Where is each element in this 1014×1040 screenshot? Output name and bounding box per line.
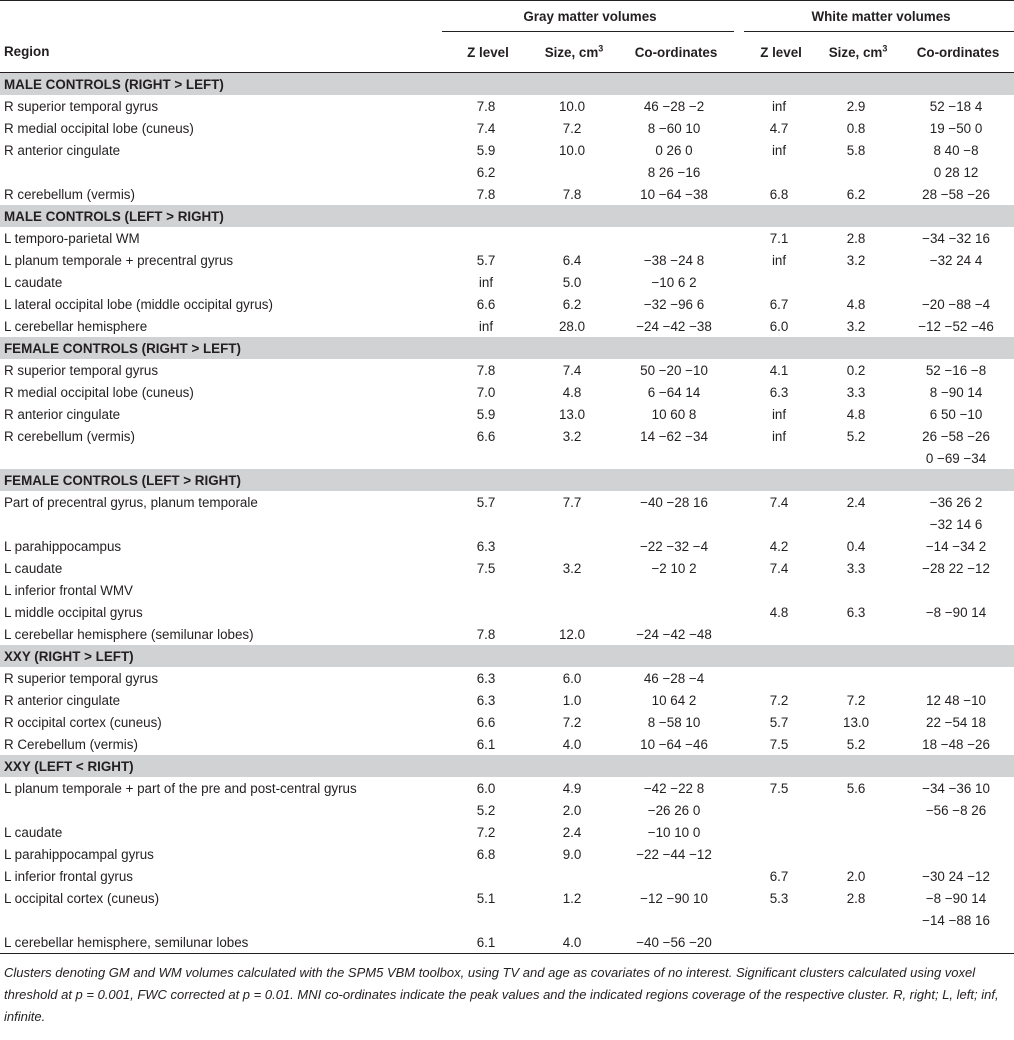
cell-wm-coord: −36 26 2 bbox=[929, 494, 983, 510]
cell-region: L parahippocampus bbox=[4, 538, 122, 554]
cell-gm-z: 5.1 bbox=[476, 890, 496, 906]
cell-wm-coord: −8 −90 14 bbox=[925, 604, 987, 620]
cell-wm-size: 5.2 bbox=[846, 428, 866, 444]
table-row bbox=[0, 887, 1014, 909]
cell-wm-size: 4.8 bbox=[846, 406, 866, 422]
cell-wm-coord: 18 −48 −26 bbox=[922, 736, 990, 752]
cell-gm-size: 9.0 bbox=[562, 846, 582, 862]
cell-wm-size: 13.0 bbox=[843, 714, 870, 730]
cell-region: R cerebellum (vermis) bbox=[4, 186, 135, 202]
cell-wm-z: 6.0 bbox=[769, 318, 789, 334]
cell-wm-coord: 12 48 −10 bbox=[926, 692, 986, 708]
cell-gm-z bbox=[442, 601, 530, 623]
cell-gm-coord: −12 −90 10 bbox=[640, 890, 708, 906]
cell-region: L cerebellar hemisphere, semilunar lobes bbox=[4, 934, 249, 950]
table-row bbox=[0, 667, 1014, 689]
cell-gm-z: 6.3 bbox=[476, 538, 496, 554]
section-header bbox=[0, 205, 1014, 227]
table-row bbox=[0, 227, 1014, 249]
cell-wm-z bbox=[744, 271, 814, 293]
table-row bbox=[0, 293, 1014, 315]
cell-wm-coord: 52 −16 −8 bbox=[925, 362, 987, 378]
table-row bbox=[0, 249, 1014, 271]
cell-gm-z: 5.7 bbox=[476, 252, 496, 268]
cell-region bbox=[0, 909, 442, 931]
cell-gm-coord: −22 −44 −12 bbox=[636, 846, 712, 862]
table-row bbox=[0, 843, 1014, 865]
cell-wm-size: 3.3 bbox=[846, 384, 866, 400]
cell-wm-size: 0.4 bbox=[846, 538, 866, 554]
section-header bbox=[0, 469, 1014, 491]
cell-region: L caudate bbox=[4, 824, 63, 840]
cell-region: L inferior frontal gyrus bbox=[4, 868, 134, 884]
cell-region: L temporo-parietal WM bbox=[4, 230, 140, 246]
table-body bbox=[0, 73, 1014, 954]
cell-wm-coord: −14 −88 16 bbox=[922, 912, 990, 928]
cell-wm-z bbox=[744, 447, 814, 469]
cell-gm-coord: 10 60 8 bbox=[651, 406, 697, 422]
cell-wm-z: 6.8 bbox=[769, 186, 789, 202]
cell-gm-size: 2.4 bbox=[562, 824, 582, 840]
cell-wm-size bbox=[814, 667, 898, 689]
cell-gm-coord: 46 −28 −4 bbox=[643, 670, 705, 686]
cell-wm-z: inf bbox=[771, 98, 787, 114]
cell-wm-z: inf bbox=[771, 142, 787, 158]
cell-wm-size bbox=[814, 161, 898, 183]
cell-gm-size: 10.0 bbox=[558, 98, 586, 114]
cell-wm-z: 7.1 bbox=[769, 230, 789, 246]
cell-gm-size: 4.0 bbox=[562, 736, 582, 752]
table-row bbox=[0, 623, 1014, 645]
cell-gm-z: 5.9 bbox=[476, 406, 496, 422]
table-row bbox=[0, 359, 1014, 381]
table-row bbox=[0, 161, 1014, 183]
cell-wm-z: 7.5 bbox=[769, 736, 789, 752]
cell-gm-size bbox=[530, 227, 614, 249]
cell-gm-coord: −38 −24 8 bbox=[643, 252, 705, 268]
cell-gm-coord bbox=[614, 447, 734, 469]
cell-wm-z: 7.4 bbox=[769, 494, 789, 510]
cell-region: L lateral occipital lobe (middle occipital gyrus) bbox=[4, 296, 273, 312]
cell-wm-size bbox=[814, 821, 898, 843]
cell-gm-z bbox=[442, 579, 530, 601]
cell-gm-size: 28.0 bbox=[558, 318, 586, 334]
cell-wm-z: 6.7 bbox=[769, 296, 789, 312]
cell-gm-z: 6.8 bbox=[476, 846, 496, 862]
section-title: FEMALE CONTROLS (RIGHT > LEFT) bbox=[0, 337, 1014, 359]
cell-gm-coord: −32 −96 6 bbox=[643, 296, 705, 312]
cell-wm-size: 2.9 bbox=[846, 98, 866, 114]
cell-wm-z: inf bbox=[771, 428, 787, 444]
cell-gm-coord: −24 −42 −38 bbox=[636, 318, 712, 334]
cell-wm-size: 5.2 bbox=[846, 736, 866, 752]
table-row bbox=[0, 579, 1014, 601]
cell-region: R anterior cingulate bbox=[4, 406, 121, 422]
cell-gm-z: 7.2 bbox=[476, 824, 496, 840]
cell-region: R superior temporal gyrus bbox=[4, 362, 159, 378]
cell-gm-z: 7.5 bbox=[476, 560, 496, 576]
cell-region: L planum temporale + precentral gyrus bbox=[4, 252, 234, 268]
cell-region: R superior temporal gyrus bbox=[4, 670, 159, 686]
cell-wm-coord bbox=[898, 271, 1014, 293]
cell-gm-size: 7.7 bbox=[562, 494, 582, 510]
cell-gm-size bbox=[530, 447, 614, 469]
cell-gm-size: 4.0 bbox=[562, 934, 582, 950]
cell-gm-z: 7.4 bbox=[476, 120, 496, 136]
cell-wm-coord: −28 22 −12 bbox=[922, 560, 990, 576]
cell-wm-z: 5.7 bbox=[769, 714, 789, 730]
cell-gm-size: 7.4 bbox=[562, 362, 582, 378]
gm-coord-header: Co-ordinates bbox=[634, 44, 718, 60]
cell-wm-z: 7.4 bbox=[769, 560, 789, 576]
section-header bbox=[0, 73, 1014, 96]
table-row bbox=[0, 557, 1014, 579]
cell-gm-size: 12.0 bbox=[558, 626, 586, 642]
gm-z-header: Z level bbox=[467, 44, 509, 60]
wm-group-header: White matter volumes bbox=[744, 1, 1014, 32]
table-footnote: Clusters denoting GM and WM volumes calculated with the SPM5 VBM toolbox, using TV and age as covariates of no interest. Significant clusters calculated using voxel threshold at p = 0.001, FWC corrected at p = 0.01. MNI co-ordinates indicate the peak values and the indicated regions coverage of the respective cluster. R, right; L, left; inf, infinite. bbox=[4, 965, 999, 1024]
cell-gm-size bbox=[530, 161, 614, 183]
section-title: XXY (LEFT < RIGHT) bbox=[0, 755, 1014, 777]
cell-region: R medial occipital lobe (cuneus) bbox=[4, 120, 194, 136]
cell-gm-coord: 8 −60 10 bbox=[647, 120, 701, 136]
cell-wm-coord: 0 28 12 bbox=[933, 164, 979, 180]
cell-wm-coord: 26 −58 −26 bbox=[922, 428, 990, 444]
cell-wm-size: 2.4 bbox=[846, 494, 866, 510]
cell-wm-coord: 22 −54 18 bbox=[926, 714, 986, 730]
cell-wm-size: 0.8 bbox=[846, 120, 866, 136]
cell-gm-coord: 50 −20 −10 bbox=[640, 362, 708, 378]
cell-gm-z bbox=[442, 227, 530, 249]
cell-wm-z bbox=[744, 821, 814, 843]
cell-gm-coord: −42 −22 8 bbox=[643, 780, 705, 796]
table-row bbox=[0, 535, 1014, 557]
cell-gm-coord bbox=[614, 513, 734, 535]
cell-wm-coord: 19 −50 0 bbox=[929, 120, 983, 136]
cell-gm-size: 7.2 bbox=[562, 714, 582, 730]
cell-wm-size bbox=[814, 623, 898, 645]
cell-region: R anterior cingulate bbox=[4, 692, 121, 708]
cell-gm-size bbox=[530, 513, 614, 535]
cell-gm-coord: 10 64 2 bbox=[651, 692, 697, 708]
cell-gm-size: 7.2 bbox=[562, 120, 582, 136]
cell-gm-size: 13.0 bbox=[558, 406, 586, 422]
table-row bbox=[0, 601, 1014, 623]
cell-wm-coord: 0 −69 −34 bbox=[925, 450, 987, 466]
cell-region: L caudate bbox=[4, 560, 63, 576]
cell-region bbox=[0, 161, 442, 183]
wm-size-header: Size, $cm^3$ bbox=[828, 43, 888, 60]
cell-wm-coord bbox=[898, 667, 1014, 689]
cell-wm-coord: −32 14 6 bbox=[929, 516, 983, 532]
cell-wm-coord: 8 −90 14 bbox=[929, 384, 983, 400]
gm-size-header: Size, $cm^3$ bbox=[544, 43, 604, 60]
cell-gm-z: 7.8 bbox=[476, 98, 496, 114]
cell-wm-size bbox=[814, 447, 898, 469]
cell-gm-z: 7.0 bbox=[476, 384, 496, 400]
table-row bbox=[0, 909, 1014, 931]
table-row bbox=[0, 799, 1014, 821]
cell-wm-z: 4.8 bbox=[769, 604, 789, 620]
cell-wm-z: 4.7 bbox=[769, 120, 789, 136]
cell-wm-z: 7.2 bbox=[769, 692, 789, 708]
cell-wm-size: 2.8 bbox=[846, 890, 866, 906]
cell-gm-z: 6.6 bbox=[476, 428, 496, 444]
table-header bbox=[0, 1, 1014, 73]
table-row bbox=[0, 711, 1014, 733]
table-row bbox=[0, 117, 1014, 139]
cell-gm-coord: −40 −56 −20 bbox=[636, 934, 712, 950]
section-header bbox=[0, 645, 1014, 667]
cell-gm-z: 6.0 bbox=[476, 780, 496, 796]
cell-wm-z: 4.2 bbox=[769, 538, 789, 554]
cell-wm-size: 0.2 bbox=[846, 362, 866, 378]
region-header: Region bbox=[4, 44, 50, 60]
cell-gm-coord: 14 −62 −34 bbox=[640, 428, 708, 444]
table-row bbox=[0, 183, 1014, 205]
cell-wm-size: 2.8 bbox=[846, 230, 866, 246]
cell-gm-coord: −10 6 2 bbox=[651, 274, 697, 290]
cell-region: L cerebellar hemisphere bbox=[4, 318, 148, 334]
cell-gm-coord: −40 −28 16 bbox=[640, 494, 708, 510]
cell-region: Part of precentral gyrus, planum temporale bbox=[4, 494, 258, 510]
section-title: FEMALE CONTROLS (LEFT > RIGHT) bbox=[0, 469, 1014, 491]
cell-gm-coord: −24 −42 −48 bbox=[636, 626, 712, 642]
cell-gm-z: 7.8 bbox=[476, 362, 496, 378]
cell-gm-z: 6.1 bbox=[476, 736, 496, 752]
cell-region: L caudate bbox=[4, 274, 63, 290]
table-row bbox=[0, 139, 1014, 161]
cell-gm-z: 6.3 bbox=[476, 692, 496, 708]
wm-coord-header: Co-ordinates bbox=[916, 44, 1000, 60]
cell-gm-coord bbox=[614, 579, 734, 601]
cell-region: R superior temporal gyrus bbox=[4, 98, 159, 114]
cell-gm-z bbox=[442, 865, 530, 887]
wm-z-header: Z level bbox=[760, 44, 802, 60]
cell-gm-size bbox=[530, 909, 614, 931]
cell-gm-coord bbox=[614, 865, 734, 887]
cell-wm-z: 4.1 bbox=[769, 362, 789, 378]
cell-gm-coord: 6 −64 14 bbox=[647, 384, 701, 400]
cell-wm-z bbox=[744, 667, 814, 689]
table-row bbox=[0, 271, 1014, 293]
cell-wm-size: 5.8 bbox=[846, 142, 866, 158]
cell-wm-z bbox=[744, 579, 814, 601]
cell-gm-coord: −22 −32 −4 bbox=[639, 538, 709, 554]
cell-region: R Cerebellum (vermis) bbox=[4, 736, 138, 752]
cell-wm-size: 5.6 bbox=[846, 780, 866, 796]
cell-gm-z: 5.7 bbox=[476, 494, 496, 510]
cell-wm-coord: −14 −34 2 bbox=[925, 538, 987, 554]
cell-gm-size bbox=[530, 535, 614, 557]
table-row bbox=[0, 865, 1014, 887]
cell-wm-size bbox=[814, 909, 898, 931]
table-row bbox=[0, 447, 1014, 469]
cell-region: R medial occipital lobe (cuneus) bbox=[4, 384, 194, 400]
cell-gm-size: 2.0 bbox=[562, 802, 582, 818]
table-row bbox=[0, 491, 1014, 513]
cell-gm-z bbox=[442, 513, 530, 535]
cell-wm-coord: 28 −58 −26 bbox=[922, 186, 990, 202]
cell-wm-size: 6.2 bbox=[846, 186, 866, 202]
cell-gm-z: inf bbox=[478, 274, 494, 290]
cell-wm-size bbox=[814, 271, 898, 293]
section-title: MALE CONTROLS (LEFT > RIGHT) bbox=[0, 205, 1014, 227]
cell-gm-size: 6.2 bbox=[562, 296, 582, 312]
section-header bbox=[0, 755, 1014, 777]
cell-wm-coord: 52 −18 4 bbox=[929, 98, 983, 114]
cell-wm-z bbox=[744, 799, 814, 821]
cell-region bbox=[0, 447, 442, 469]
cell-gm-size: 4.9 bbox=[562, 780, 582, 796]
cell-wm-size: 6.3 bbox=[846, 604, 866, 620]
cell-gm-coord: −2 10 2 bbox=[651, 560, 697, 576]
cell-region: R anterior cingulate bbox=[4, 142, 121, 158]
cell-wm-coord: 8 40 −8 bbox=[933, 142, 979, 158]
cell-wm-size bbox=[814, 579, 898, 601]
cell-region: L middle occipital gyrus bbox=[4, 604, 143, 620]
table-row bbox=[0, 425, 1014, 447]
cell-region: R cerebellum (vermis) bbox=[4, 428, 135, 444]
table-row bbox=[0, 95, 1014, 117]
cell-gm-coord: 10 −64 −38 bbox=[640, 186, 708, 202]
cell-gm-coord bbox=[614, 909, 734, 931]
cell-gm-coord bbox=[614, 227, 734, 249]
cell-gm-z: inf bbox=[478, 318, 494, 334]
section-title: MALE CONTROLS (RIGHT > LEFT) bbox=[0, 73, 1014, 96]
cell-wm-size bbox=[814, 513, 898, 535]
table-row bbox=[0, 513, 1014, 535]
table-row bbox=[0, 689, 1014, 711]
cell-gm-coord: 10 −64 −46 bbox=[640, 736, 708, 752]
cell-wm-coord bbox=[898, 821, 1014, 843]
cell-gm-z: 5.9 bbox=[476, 142, 496, 158]
cell-gm-z bbox=[442, 447, 530, 469]
cell-gm-coord: −10 10 0 bbox=[647, 824, 701, 840]
cell-gm-coord bbox=[614, 601, 734, 623]
cell-wm-z bbox=[744, 513, 814, 535]
cell-gm-coord: 8 26 −16 bbox=[647, 164, 701, 180]
cell-gm-size: 7.8 bbox=[562, 186, 582, 202]
cell-wm-z bbox=[744, 843, 814, 865]
cell-gm-size: 10.0 bbox=[558, 142, 586, 158]
cell-wm-size: 7.2 bbox=[846, 692, 866, 708]
table-row bbox=[0, 777, 1014, 799]
cell-wm-coord: −56 −8 26 bbox=[925, 802, 987, 818]
cell-wm-z: inf bbox=[771, 406, 787, 422]
cell-gm-size: 4.8 bbox=[562, 384, 582, 400]
cell-wm-size: 3.3 bbox=[846, 560, 866, 576]
section-header bbox=[0, 337, 1014, 359]
cell-gm-coord: 46 −28 −2 bbox=[643, 98, 705, 114]
cell-gm-z: 6.6 bbox=[476, 714, 496, 730]
cell-wm-size bbox=[814, 931, 898, 954]
cell-region bbox=[0, 799, 442, 821]
cell-wm-z: 6.3 bbox=[769, 384, 789, 400]
cell-wm-coord: −34 −36 10 bbox=[922, 780, 990, 796]
cell-wm-coord: −8 −90 14 bbox=[925, 890, 987, 906]
cell-gm-size: 1.0 bbox=[562, 692, 582, 708]
cell-gm-z: 6.3 bbox=[476, 670, 496, 686]
cell-gm-size: 3.2 bbox=[562, 428, 582, 444]
cell-gm-size bbox=[530, 865, 614, 887]
cell-wm-coord: −32 24 4 bbox=[929, 252, 983, 268]
cell-wm-coord: 6 50 −10 bbox=[929, 406, 983, 422]
cell-gm-coord: 0 26 0 bbox=[655, 142, 693, 158]
cell-gm-z: 6.2 bbox=[476, 164, 496, 180]
cell-gm-size: 5.0 bbox=[562, 274, 582, 290]
cell-gm-z: 5.2 bbox=[476, 802, 496, 818]
table-row bbox=[0, 315, 1014, 337]
section-title: XXY (RIGHT > LEFT) bbox=[0, 645, 1014, 667]
table-row bbox=[0, 931, 1014, 954]
cell-wm-coord: −30 24 −12 bbox=[922, 868, 990, 884]
cell-wm-z bbox=[744, 909, 814, 931]
cell-wm-coord bbox=[898, 623, 1014, 645]
cell-wm-size: 3.2 bbox=[846, 252, 866, 268]
table-row bbox=[0, 403, 1014, 425]
cell-gm-size: 6.4 bbox=[562, 252, 582, 268]
cell-gm-z: 7.8 bbox=[476, 626, 496, 642]
cell-gm-size bbox=[530, 579, 614, 601]
gm-group-header: Gray matter volumes bbox=[442, 1, 734, 32]
cell-gm-z: 7.8 bbox=[476, 186, 496, 202]
cell-wm-coord bbox=[898, 843, 1014, 865]
cell-wm-coord bbox=[898, 579, 1014, 601]
cell-gm-size: 1.2 bbox=[562, 890, 582, 906]
cell-region: R occipital cortex (cuneus) bbox=[4, 714, 162, 730]
cell-region: L parahippocampal gyrus bbox=[4, 846, 154, 862]
cell-wm-z bbox=[744, 623, 814, 645]
cell-wm-size: 3.2 bbox=[846, 318, 866, 334]
cell-wm-coord: −34 −32 16 bbox=[922, 230, 990, 246]
cell-region: L inferior frontal WMV bbox=[4, 582, 133, 598]
cell-wm-size: 4.8 bbox=[846, 296, 866, 312]
cell-wm-z: 5.3 bbox=[769, 890, 789, 906]
cell-wm-z bbox=[744, 931, 814, 954]
cell-region bbox=[0, 513, 442, 535]
cell-gm-size bbox=[530, 601, 614, 623]
cell-wm-size bbox=[814, 799, 898, 821]
cell-gm-size: 6.0 bbox=[562, 670, 582, 686]
cell-gm-size: 3.2 bbox=[562, 560, 582, 576]
cell-wm-z: 6.7 bbox=[769, 868, 789, 884]
table-row bbox=[0, 733, 1014, 755]
cell-gm-z: 6.1 bbox=[476, 934, 496, 950]
cell-gm-z: 6.6 bbox=[476, 296, 496, 312]
cell-region: L occipital cortex (cuneus) bbox=[4, 890, 160, 906]
cell-gm-coord: −26 26 0 bbox=[647, 802, 701, 818]
cell-wm-z bbox=[744, 161, 814, 183]
cell-wm-size bbox=[814, 843, 898, 865]
cell-region: L cerebellar hemisphere (semilunar lobes) bbox=[4, 626, 254, 642]
cell-gm-z bbox=[442, 909, 530, 931]
cell-wm-z: inf bbox=[771, 252, 787, 268]
cell-wm-z: 7.5 bbox=[769, 780, 789, 796]
cell-wm-size: 2.0 bbox=[846, 868, 866, 884]
cell-region: L planum temporale + part of the pre and post-central gyrus bbox=[4, 780, 357, 796]
table-row bbox=[0, 381, 1014, 403]
cell-wm-coord bbox=[898, 931, 1014, 954]
cell-gm-coord: 8 −58 10 bbox=[647, 714, 701, 730]
cell-wm-coord: −12 −52 −46 bbox=[918, 318, 994, 334]
cell-wm-coord: −20 −88 −4 bbox=[921, 296, 991, 312]
table-row bbox=[0, 821, 1014, 843]
